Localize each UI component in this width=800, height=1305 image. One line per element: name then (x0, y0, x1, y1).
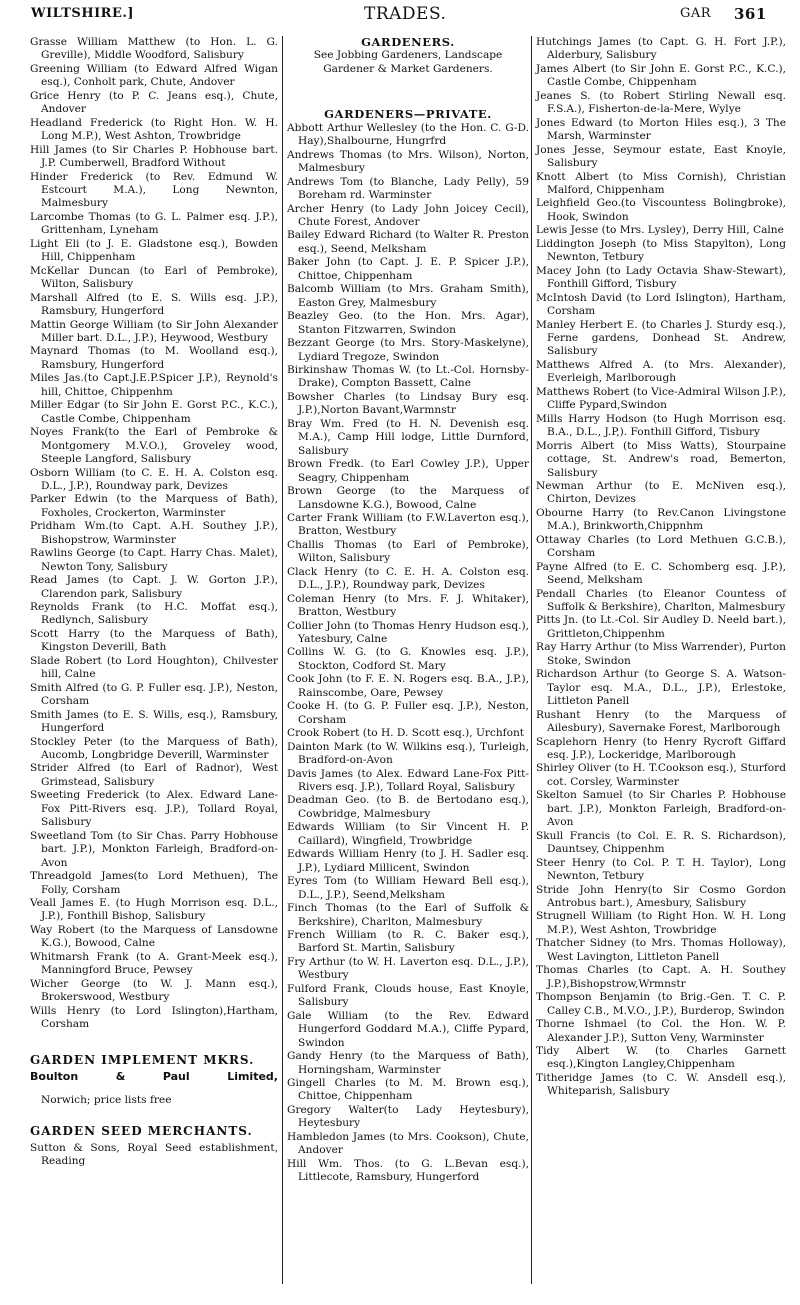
directory-entry: Beazley Geo. (to the Hon. Mrs. Agar), Stanton Fitzwarren, Swindon (287, 310, 529, 336)
directory-entry: McIntosh David (to Lord Islington), Hartham, Corsham (536, 291, 786, 318)
directory-entry: Pridham Wm.(to Capt. A.H. Southey J.P.), Bishopstrow, Warminster (30, 520, 278, 546)
directory-entry: Liddington Joseph (to Miss Stapylton), Long Newnton, Tetbury (536, 237, 786, 264)
directory-entry: Gingell Charles (to M. M. Brown esq.), Chittoe, Chippenham (287, 1076, 529, 1103)
directory-entry: McKellar Duncan (to Earl of Pembroke), Wilton, Salisbury (30, 264, 278, 291)
directory-entry: Davis James (to Alex. Edward Lane-Fox Pitt-Rivers esq. J.P.), Tollard Royal, Salisbury (287, 767, 529, 794)
advertiser-name-word: Paul (162, 1069, 190, 1083)
directory-entry: Skelton Samuel (to Sir Charles P. Hobhouse bart. J.P.), Monkton Farleigh, Bradford-on-Avon (536, 789, 786, 829)
directory-entry: Richardson Arthur (to George S. A. Watson-Taylor esq. M.A., D.L., J.P.), Erlestoke, Littleton Panell (536, 668, 786, 708)
directory-entry: Sutton & Sons, Royal Seed establishment, Reading (30, 1141, 278, 1168)
directory-entry: Sweetland Tom (to Sir Chas. Parry Hobhouse bart. J.P.), Monkton Farleigh, Bradford-on-Avon (30, 829, 278, 869)
directory-entry: Coleman Henry (to Mrs. F. J. Whitaker), Bratton, Westbury (287, 592, 529, 619)
directory-entry: Fulford Frank, Clouds house, East Knoyle, Salisbury (287, 982, 529, 1009)
directory-entry: Rushant Henry (to the Marquess of Ailesbury), Savernake Forest, Marlborough (536, 708, 786, 735)
directory-entry: Titheridge James (to C. W. Ansdell esq.), Whiteparish, Salisbury (536, 1071, 786, 1098)
directory-entry: Matthews Alfred A. (to Mrs. Alexander), Everleigh, Marlborough (536, 358, 786, 385)
cross-reference-note: See Jobbing Gardeners, Landscape Gardener & Market Gardeners. (313, 49, 503, 75)
running-head-county: WILTSHIRE.] (31, 6, 135, 21)
directory-entry: Strider Alfred (to Earl of Radnor), West Grimstead, Salisbury (30, 762, 278, 788)
directory-entry: Thorne Ishmael (to Col. the Hon. W. P. Alexander J.P.), Sutton Veny, Warminster (536, 1018, 786, 1044)
directory-entry: Balcomb William (to Mrs. Graham Smith), Easton Grey, Malmesbury (287, 283, 529, 309)
directory-entry: Thatcher Sidney (to Mrs. Thomas Holloway), West Lavington, Littleton Panell (536, 937, 786, 963)
column-1 (30, 36, 278, 1169)
directory-entry: Gandy Henry (to the Marquess of Bath), Horningsham, Warminster (287, 1050, 529, 1076)
directory-entry: Pendall Charles (to Eleanor Countess of Suffolk & Berkshire), Charlton, Malmesbury (536, 587, 786, 614)
directory-entry: Jeanes S. (to Robert Stirling Newall esq. F.S.A.), Fisherton-de-la-Mere, Wylye (536, 89, 786, 116)
directory-entry: Challis Thomas (to Earl of Pembroke), Wilton, Salisbury (287, 538, 529, 565)
directory-entry: Andrews Tom (to Blanche, Lady Pelly), 59 Boreham rd. Warminster (287, 175, 529, 202)
directory-entry: Whitmarsh Frank (to A. Grant-Meek esq.), Manningford Bruce, Pewsey (30, 950, 278, 977)
directory-entry: Hutchings James (to Capt. G. H. Fort J.P.), Alderbury, Salisbury (536, 36, 786, 62)
directory-entry: Ottaway Charles (to Lord Methuen G.C.B.), Corsham (536, 533, 786, 560)
directory-entry: Carter Frank William (to F.W.Laverton esq.), Bratton, Westbury (287, 511, 529, 538)
directory-entry: Reynolds Frank (to H.C. Moffat esq.), Redlynch, Salisbury (30, 601, 278, 627)
directory-entry: Lewis Jesse (to Mrs. Lysley), Derry Hill, Calne (536, 224, 784, 237)
directory-entry: Bailey Edward Richard (to Walter R. Preston esq.), Seend, Melksham (287, 229, 529, 255)
directory-entry: Shirley Oliver (to H. T.Cookson esq.), Sturford cot. Corsley, Warminster (536, 762, 786, 788)
directory-entry: Thompson Benjamin (to Brig.-Gen. T. C. P. Calley C.B., M.V.O., J.P.), Burderop, Swindon (536, 991, 786, 1017)
directory-entry: Grice Henry (to P. C. Jeans esq.), Chute, Andover (30, 89, 278, 116)
advertiser-name-word: & (115, 1069, 126, 1083)
directory-entry: Leighfield Geo.(to Viscountess Bolingbroke), Hook, Swindon (536, 197, 786, 223)
directory-entry: Macey John (to Lady Octavia Shaw-Stewart), Fonthill Gifford, Tisbury (536, 264, 786, 291)
directory-entry: Morris Albert (to Miss Watts), Stourpaine cottage, St. Andrew's road, Bemerton, Salisbury (536, 439, 786, 479)
directory-entry: Miller Edgar (to Sir John E. Gorst P.C., K.C.), Castle Combe, Chippenham (30, 399, 278, 425)
directory-entry: Greening William (to Edward Alfred Wigan esq.), Conholt park, Chute, Andover (30, 62, 278, 89)
directory-entry: Mattin George William (to Sir John Alexander Miller bart. D.L., J.P.), Heywood, Westbury (30, 318, 278, 344)
directory-entry: Osborn William (to C. E. H. A. Colston esq. D.L., J.P.), Roundway park, Devizes (30, 466, 278, 492)
directory-entry: Jones Jesse, Seymour estate, East Knoyle, Salisbury (536, 143, 786, 170)
running-head-abbreviation: GAR (680, 6, 712, 21)
directory-entry: Fry Arthur (to W. H. Laverton esq. D.L., J.P.), Westbury (287, 955, 529, 982)
directory-entry: Strugnell William (to Right Hon. W. H. Long M.P.), West Ashton, Trowbridge (536, 910, 786, 936)
directory-entry: Stockley Peter (to the Marquess of Bath), Aucomb, Longbridge Deverill, Warminster (30, 735, 278, 762)
directory-entry: Rawlins George (to Capt. Harry Chas. Malet), Newton Tony, Salisbury (30, 547, 278, 573)
section-heading: GARDENERS. (361, 35, 455, 49)
directory-entry: Newman Arthur (to E. McNiven esq.), Chirton, Devizes (536, 479, 786, 506)
directory-entry: Bowsher Charles (to Lindsay Bury esq. J.P.),Norton Bavant,Warmnstr (287, 390, 529, 417)
column-2 (287, 36, 529, 1185)
directory-entry: Marshall Alfred (to E. S. Wills esq. J.P.), Ramsbury, Hungerford (30, 291, 278, 318)
directory-entry: Slade Robert (to Lord Houghton), Chilvester hill, Calne (30, 654, 278, 681)
directory-entry: Miles Jas.(to Capt.J.E.P.Spicer J.P.), Reynold's hill, Chittoe, Chippenhm (30, 372, 278, 398)
directory-entry: Wills Henry (to Lord Islington),Hartham, Corsham (30, 1004, 278, 1031)
directory-entry: Brown George (to the Marquess of Lansdowne K.G.), Bowood, Calne (287, 485, 529, 511)
directory-entry: Cook John (to F. E. N. Rogers esq. B.A., J.P.), Rainscombe, Oare, Pewsey (287, 673, 529, 699)
directory-entry: Matthews Robert (to Vice-Admiral Wilson J.P.), Cliffe Pypard,Swindon (536, 385, 786, 412)
directory-entry: Deadman Geo. (to B. de Bertodano esq.), Cowbridge, Malmesbury (287, 794, 529, 820)
advertiser-name-word: Boulton (30, 1069, 79, 1083)
directory-entry: Wicher George (to W. J. Mann esq.), Brokerswood, Westbury (30, 977, 278, 1004)
directory-entry: Skull Francis (to Col. E. R. S. Richardson), Dauntsey, Chippenhm (536, 829, 786, 856)
directory-entry: Noyes Frank(to the Earl of Pembroke & Montgomery M.V.O.), Groveley wood, Steeple Langford, Salisbury (30, 426, 278, 466)
directory-entry: Thomas Charles (to Capt. A. H. Southey J.P.),Bishopstrow,Wrmnstr (536, 964, 786, 990)
directory-entry: Maynard Thomas (to M. Woolland esq.), Ramsbury, Hungerford (30, 345, 278, 371)
directory-entry: James Albert (to Sir John E. Gorst P.C., K.C.), Castle Combe, Chippenham (536, 62, 786, 89)
directory-entry: Eyres Tom (to William Heward Bell esq.), D.L., J.P.), Seend,Melksham (287, 875, 529, 901)
directory-entry: Manley Herbert E. (to Charles J. Sturdy esq.), Ferne gardens, Donhead St. Andrew, Salisbury (536, 318, 786, 358)
advertiser-details: Norwich; price lists free (41, 1094, 172, 1107)
directory-entry: Brown Fredk. (to Earl Cowley J.P.), Upper Seagry, Chippenham (287, 458, 529, 484)
running-head-title: TRADES. (364, 4, 447, 24)
directory-entry: Ray Harry Arthur (to Miss Warrender), Purton Stoke, Swindon (536, 641, 786, 667)
advertiser-name (30, 1070, 278, 1083)
column-divider (282, 36, 283, 1284)
directory-entry: Hill James (to Sir Charles P. Hobhouse bart. J.P. Cumberwell, Bradford Without (30, 143, 278, 170)
directory-entry: Bezzant George (to Mrs. Story-Maskelyne), Lydiard Tregoze, Swindon (287, 337, 529, 363)
directory-entry: Read James (to Capt. J. W. Gorton J.P.), Clarendon park, Salisbury (30, 574, 278, 600)
section-heading: GARDENERS—PRIVATE. (324, 107, 492, 122)
directory-entry: Baker John (to Capt. J. E. P. Spicer J.P.), Chittoe, Chippenham (287, 256, 529, 282)
directory-entry: Gregory Walter(to Lady Heytesbury), Heytesbury (287, 1103, 529, 1130)
directory-entry: Scott Harry (to the Marquess of Bath), Kingston Deverill, Bath (30, 627, 278, 654)
directory-entry: Smith Alfred (to G. P. Fuller esq. J.P.), Neston, Corsham (30, 681, 278, 708)
directory-entry: Jones Edward (to Morton Hiles esq.), 3 The Marsh, Warminster (536, 116, 786, 143)
directory-entry: Parker Edwin (to the Marquess of Bath), Foxholes, Crockerton, Warminster (30, 493, 278, 519)
directory-entry: Andrews Thomas (to Mrs. Wilson), Norton, Malmesbury (287, 148, 529, 175)
directory-entry: Sweeting Frederick (to Alex. Edward Lane-Fox Pitt-Rivers esq. J.P.), Tollard Royal, Salisbury (30, 789, 278, 829)
directory-entry: Larcombe Thomas (to G. L. Palmer esq. J.P.), Grittenham, Lyneham (30, 210, 278, 237)
directory-entry: Way Robert (to the Marquess of Lansdowne K.G.), Bowood, Calne (30, 923, 278, 950)
directory-entry: Knott Albert (to Miss Cornish), Christian Malford, Chippenham (536, 170, 786, 196)
directory-entry: Smith James (to E. S. Wills, esq.), Ramsbury, Hungerford (30, 708, 278, 735)
directory-entry: Dainton Mark (to W. Wilkins esq.), Turleigh, Bradford-on-Avon (287, 740, 529, 767)
directory-entry: Collins W. G. (to G. Knowles esq. J.P.), Stockton, Codford St. Mary (287, 646, 529, 672)
directory-entry: Veall James E. (to Hugh Morrison esq. D.L., J.P.), Fonthill Bishop, Salisbury (30, 897, 278, 923)
directory-entry: Payne Alfred (to E. C. Schomberg esq. J.P.), Seend, Melksham (536, 560, 786, 587)
directory-entry: Edwards William Henry (to J. H. Sadler esq. J.P.), Lydiard Millicent, Swindon (287, 848, 529, 874)
directory-entry: Obourne Harry (to Rev.Canon Livingstone M.A.), Brinkworth,Chippnhm (536, 506, 786, 533)
directory-entry: Bray Wm. Fred (to H. N. Devenish esq. M.A.), Camp Hill lodge, Little Durnford, Salisbury (287, 417, 529, 457)
advertiser-name-word: Limited, (227, 1069, 278, 1083)
directory-entry: Gale William (to the Rev. Edward Hungerford Goddard M.A.), Cliffe Pypard, Swindon (287, 1009, 529, 1049)
directory-entry: Crook Robert (to H. D. Scott esq.), Urchfont (287, 727, 525, 740)
directory-entry: Hambledon James (to Mrs. Cookson), Chute, Andover (287, 1130, 529, 1157)
directory-entry: Steer Henry (to Col. P. T. H. Taylor), Long Newnton, Tetbury (536, 856, 786, 883)
section-heading: GARDEN SEED MERCHANTS. (30, 1124, 253, 1139)
directory-entry: Grasse William Matthew (to Hon. L. G. Greville), Middle Woodford, Salisbury (30, 36, 278, 62)
directory-entry: Pitts Jn. (to Lt.-Col. Sir Audley D. Neeld bart.), Grittleton,Chippenhm (536, 614, 786, 640)
directory-entry: Mills Harry Hodson (to Hugh Morrison esq. B.A., D.L., J.P,). Fonthill Gifford, Tisbury (536, 412, 786, 439)
directory-entry: Hinder Frederick (to Rev. Edmund W. Estcourt M.A.), Long Newnton, Malmesbury (30, 170, 278, 210)
directory-entry: Light Eli (to J. E. Gladstone esq.), Bowden Hill, Chippenham (30, 237, 278, 264)
directory-entry: Threadgold James(to Lord Methuen), The Folly, Corsham (30, 870, 278, 896)
directory-entry: Hill Wm. Thos. (to G. L.Bevan esq.), Littlecote, Ramsbury, Hungerford (287, 1157, 529, 1184)
directory-entry: Edwards William (to Sir Vincent H. P. Caillard), Wingfield, Trowbridge (287, 821, 529, 847)
directory-entry: Cooke H. (to G. P. Fuller esq. J.P.), Neston, Corsham (287, 700, 529, 726)
column-3 (536, 36, 786, 1099)
directory-entry: Headland Frederick (to Right Hon. W. H. Long M.P.), West Ashton, Trowbridge (30, 116, 278, 143)
directory-entry: Abbott Arthur Wellesley (to the Hon. C. G-D. Hay),Shalbourne, Hungrfrd (287, 121, 529, 148)
directory-entry: Finch Thomas (to the Earl of Suffolk & Berkshire), Charlton, Malmesbury (287, 902, 529, 928)
directory-entry: Clack Henry (to C. E. H. A. Colston esq. D.L., J.P.), Roundway park, Devizes (287, 565, 529, 592)
directory-entry: Collier John (to Thomas Henry Hudson esq.), Yatesbury, Calne (287, 619, 529, 646)
directory-entry: Tidy Albert W. (to Charles Garnett esq.),Kington Langley,Chippenham (536, 1044, 786, 1071)
directory-entry: Birkinshaw Thomas W. (to Lt.-Col. Hornsby-Drake), Compton Bassett, Calne (287, 363, 529, 390)
directory-entry: Stride John Henry(to Sir Cosmo Gordon Antrobus bart.), Amesbury, Salisbury (536, 883, 786, 909)
directory-entry: Archer Henry (to Lady John Joicey Cecil), Chute Forest, Andover (287, 202, 529, 228)
page-number: 361 (734, 5, 767, 23)
directory-entry: French William (to R. C. Baker esq.), Barford St. Martin, Salisbury (287, 929, 529, 955)
column-divider (531, 36, 532, 1284)
directory-entry: Scaplehorn Henry (to Henry Rycroft Giffard esq. J.P.), Lockeridge, Marlborough (536, 735, 786, 762)
section-heading: GARDEN IMPLEMENT MKRS. (30, 1052, 255, 1067)
